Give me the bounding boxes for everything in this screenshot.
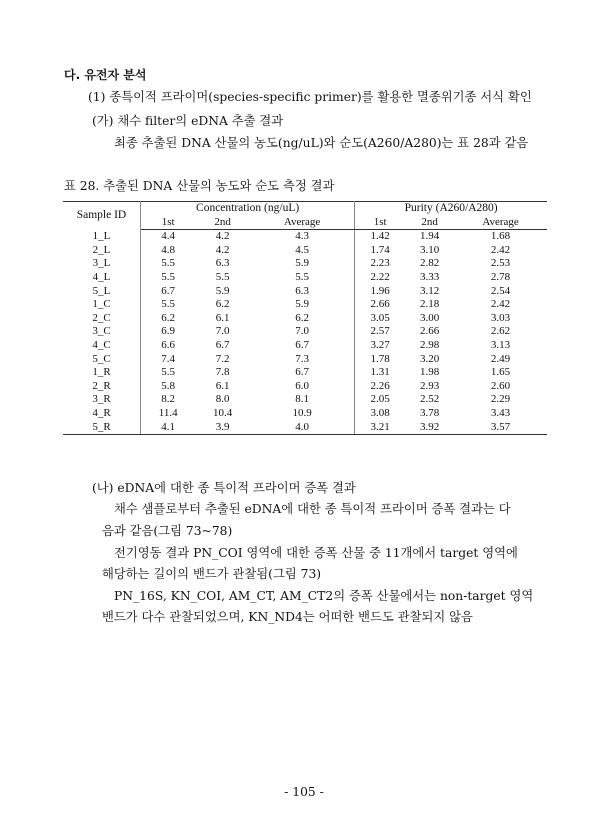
para2-line1: 전기영동 결과 PN_COI 영역에 대한 증폭 산물 중 11개에서 target 영역에 xyxy=(114,546,518,560)
sample-id-cell: 2_L xyxy=(63,244,141,258)
value-cell: 4.2 xyxy=(215,243,230,256)
concentration-header: Concentration (ng/uL) xyxy=(141,202,355,216)
table-row xyxy=(63,366,547,380)
value-cell: 8.0 xyxy=(215,393,230,406)
value-cell: 2.52 xyxy=(419,393,440,406)
sample-id-cell: 3_R xyxy=(63,393,141,407)
value-cell: 2.78 xyxy=(490,270,511,283)
table-row xyxy=(63,407,547,421)
value-cell: 10.4 xyxy=(213,406,233,419)
value-cell: 2.62 xyxy=(490,325,511,338)
table-row xyxy=(63,230,547,244)
item-ga-title: (가) 채수 filter의 eDNA 추출 결과 xyxy=(92,114,284,128)
value-cell: 4.1 xyxy=(141,421,196,435)
sample-id-cell: 1_R xyxy=(63,366,141,380)
col-header: 2nd xyxy=(405,216,454,230)
value-cell: 2.05 xyxy=(370,393,390,406)
para1-line1: 채수 샘플로부터 추출된 eDNA에 대한 종 특이적 프라이머 증폭 결과는 다 xyxy=(114,502,511,516)
sample-id-cell: 4_R xyxy=(63,407,141,421)
value-cell: 1.98 xyxy=(419,366,440,379)
value-cell: 6.1 xyxy=(215,311,230,324)
value-cell: 1.31 xyxy=(370,366,390,379)
para1-line2: 음과 같음(그림 73~78) xyxy=(102,524,233,538)
value-cell: 6.7 xyxy=(215,338,230,351)
value-cell: 2.57 xyxy=(370,325,390,338)
value-cell: 2.54 xyxy=(490,284,511,297)
value-cell: 5.9 xyxy=(215,284,230,297)
value-cell: 1.68 xyxy=(490,230,511,243)
value-cell: 5.5 xyxy=(161,298,176,311)
value-cell: 7.8 xyxy=(215,366,230,379)
value-cell: 4.2 xyxy=(215,230,230,243)
value-cell: 2.26 xyxy=(370,379,390,392)
value-cell: 2.82 xyxy=(419,257,440,270)
value-cell: 3.92 xyxy=(405,421,454,435)
page-number: - 105 - xyxy=(284,785,324,799)
value-cell: 6.7 xyxy=(250,366,355,380)
value-cell: 3.78 xyxy=(419,406,440,419)
value-cell: 10.9 xyxy=(250,407,355,421)
table-row xyxy=(63,257,547,271)
subsection-title: (1) 종특이적 프라이머(species-specific primer)를 활용한 멸종위기종 서식 확인 xyxy=(88,90,532,104)
value-cell: 3.27 xyxy=(370,338,390,351)
col-header: 1st xyxy=(141,216,196,230)
value-cell: 3.10 xyxy=(419,243,440,256)
table-row xyxy=(63,380,547,394)
value-cell: 5.8 xyxy=(161,379,176,392)
value-cell: 4.3 xyxy=(250,230,355,244)
value-cell: 3.12 xyxy=(419,284,440,297)
value-cell: 1.74 xyxy=(370,243,390,256)
value-cell: 6.7 xyxy=(250,339,355,353)
col-header: 2nd xyxy=(195,216,250,230)
table-row xyxy=(63,353,547,367)
value-cell: 6.2 xyxy=(161,311,176,324)
para3-line2: 밴드가 다수 관찰되었으며, KN_ND4는 어떠한 밴드도 관찰되지 않음 xyxy=(102,610,473,624)
value-cell: 2.49 xyxy=(490,352,511,365)
sample-id-cell: 5_L xyxy=(63,285,141,299)
value-cell: 2.18 xyxy=(419,298,440,311)
value-cell: 6.3 xyxy=(215,257,230,270)
value-cell: 3.21 xyxy=(355,421,405,435)
value-cell: 3.05 xyxy=(370,311,390,324)
item-ga-text: 최종 추출된 DNA 산물의 농도(ng/uL)와 순도(A260/A280)는 표 28과 같음 xyxy=(114,136,529,150)
value-cell: 2.29 xyxy=(490,393,511,406)
sample-id-cell: 1_L xyxy=(63,230,141,244)
value-cell: 7.2 xyxy=(215,352,230,365)
table-row xyxy=(63,244,547,258)
value-cell: 4.8 xyxy=(161,243,176,256)
sample-id-cell: 3_C xyxy=(63,325,141,339)
value-cell: 6.7 xyxy=(161,284,176,297)
value-cell: 6.3 xyxy=(250,285,355,299)
value-cell: 3.43 xyxy=(490,406,511,419)
value-cell: 6.1 xyxy=(215,379,230,392)
sample-id-cell: 2_C xyxy=(63,312,141,326)
value-cell: 1.65 xyxy=(490,366,511,379)
value-cell: 2.66 xyxy=(419,325,440,338)
value-cell: 2.22 xyxy=(370,270,390,283)
value-cell: 3.20 xyxy=(419,352,440,365)
col-header: 1st xyxy=(355,216,405,230)
value-cell: 4.0 xyxy=(250,421,355,435)
para2-line2: 해당하는 길이의 밴드가 관찰됨(그림 73) xyxy=(102,567,322,581)
value-cell: 3.9 xyxy=(195,421,250,435)
value-cell: 2.66 xyxy=(370,298,390,311)
value-cell: 5.5 xyxy=(250,271,355,285)
value-cell: 7.0 xyxy=(250,325,355,339)
value-cell: 5.9 xyxy=(250,298,355,312)
dna-results-table xyxy=(63,201,547,435)
value-cell: 6.2 xyxy=(250,312,355,326)
value-cell: 7.0 xyxy=(215,325,230,338)
sample-id-cell: 4_L xyxy=(63,271,141,285)
value-cell: 8.2 xyxy=(161,393,176,406)
value-cell: 6.0 xyxy=(250,380,355,394)
value-cell: 1.94 xyxy=(419,230,440,243)
purity-header: Purity (A260/A280) xyxy=(355,202,547,216)
value-cell: 2.42 xyxy=(490,243,511,256)
table-row xyxy=(63,421,547,435)
table-row xyxy=(63,298,547,312)
section-heading: 다. 유전자 분석 xyxy=(64,68,147,82)
sample-id-header: Sample ID xyxy=(63,202,141,230)
sample-id-cell: 3_L xyxy=(63,257,141,271)
value-cell: 8.1 xyxy=(250,393,355,407)
sample-id-cell: 1_C xyxy=(63,298,141,312)
value-cell: 2.42 xyxy=(490,298,511,311)
value-cell: 7.3 xyxy=(250,353,355,367)
value-cell: 5.5 xyxy=(161,257,176,270)
value-cell: 5.9 xyxy=(250,257,355,271)
sample-id-cell: 5_C xyxy=(63,353,141,367)
value-cell: 4.4 xyxy=(161,230,176,243)
col-header: Average xyxy=(250,216,355,230)
value-cell: 2.93 xyxy=(419,379,440,392)
value-cell: 3.00 xyxy=(419,311,440,324)
value-cell: 11.4 xyxy=(158,406,178,419)
value-cell: 4.5 xyxy=(250,244,355,258)
table-row xyxy=(63,325,547,339)
value-cell: 5.5 xyxy=(161,366,176,379)
table-row xyxy=(63,312,547,326)
value-cell: 2.53 xyxy=(490,257,511,270)
value-cell: 6.2 xyxy=(215,298,230,311)
value-cell: 3.08 xyxy=(370,406,390,419)
table-row xyxy=(63,271,547,285)
value-cell: 3.33 xyxy=(419,270,440,283)
table-caption: 표 28. 추출된 DNA 산물의 농도와 순도 측정 결과 xyxy=(64,179,335,193)
sample-id-cell: 5_R xyxy=(63,421,141,435)
value-cell: 6.9 xyxy=(161,325,176,338)
value-cell: 2.60 xyxy=(490,379,511,392)
sample-id-cell: 2_R xyxy=(63,380,141,394)
value-cell: 3.03 xyxy=(490,311,511,324)
value-cell: 3.57 xyxy=(454,421,547,435)
table-row xyxy=(63,393,547,407)
col-header: Average xyxy=(454,216,547,230)
value-cell: 3.13 xyxy=(490,338,511,351)
value-cell: 2.98 xyxy=(419,338,440,351)
value-cell: 6.6 xyxy=(161,338,176,351)
value-cell: 1.78 xyxy=(370,352,390,365)
para3-line1: PN_16S, KN_COI, AM_CT, AM_CT2의 증폭 산물에서는 non-target 영역 xyxy=(114,589,534,603)
value-cell: 1.96 xyxy=(370,284,390,297)
table-row xyxy=(63,339,547,353)
sample-id-cell: 4_C xyxy=(63,339,141,353)
value-cell: 5.5 xyxy=(215,270,230,283)
value-cell: 5.5 xyxy=(161,270,176,283)
value-cell: 1.42 xyxy=(370,230,390,243)
table-row xyxy=(63,285,547,299)
value-cell: 7.4 xyxy=(161,352,176,365)
item-na-title: (나) eDNA에 대한 종 특이적 프라이머 증폭 결과 xyxy=(92,481,356,495)
value-cell: 2.23 xyxy=(370,257,390,270)
